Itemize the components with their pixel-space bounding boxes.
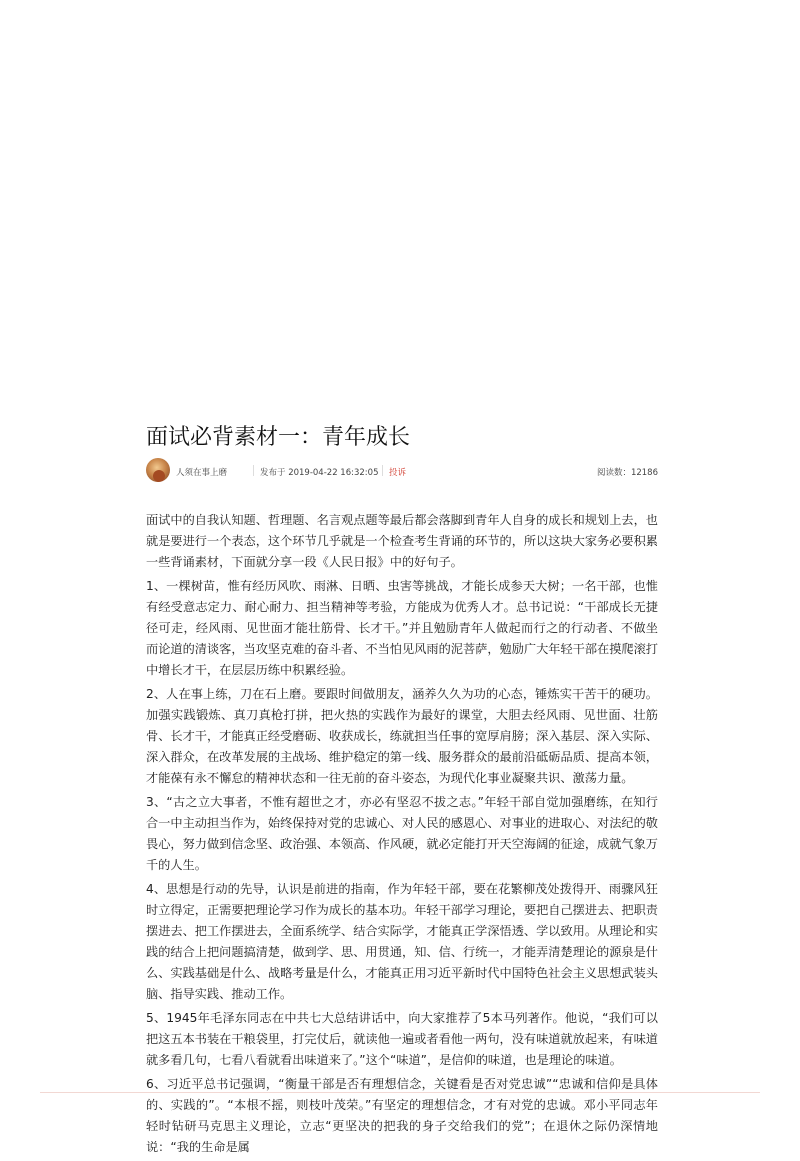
article-paragraph: 2、人在事上练，刀在石上磨。要跟时间做朋友，涵养久久为功的心态，锤炼实干苦干的硬功。加强实践锻炼、真刀真枪打拼，把火热的实践作为最好的课堂，大胆去经风雨、见世面、壮筋骨、长才干，才能真正经受磨砺、收获成长，练就担当任事的宽厚肩膀；深入基层、深入实际、深入群众，在改革发展的主战场、维护稳定的第一线、服务群众的最前沿砥砺品质、提高本领，才能葆有永不懈怠的精神状态和一往无前的奋斗姿态，为现代化事业凝聚共识、激荡力量。 <box>146 687 658 785</box>
article-paragraph: 面试中的自我认知题、哲理题、名言观点题等最后都会落脚到青年人自身的成长和规划上去，也就是要进行一个表态，这个环节几乎就是一个检查考生背诵的环节的，所以这块大家务必要积累一些背诵素材，下面就分享一段《人民日报》中的好句子。 <box>146 513 658 569</box>
article-paragraph: 1、一棵树苗，惟有经历风吹、雨淋、日晒、虫害等挑战，才能长成参天大树；一名干部，也惟有经受意志定力、耐心耐力、担当精神等考验，方能成为优秀人才。总书记说：“干部成长无捷径可走，经风雨、见世面才能壮筋骨、长才干。”并且勉励青年人做起而行之的行动者、不做坐而论道的清谈客，当攻坚克难的奋斗者、不当怕见风雨的泥菩萨，勉励广大年轻干部在摸爬滚打中增长才干，在层层历练中积累经验。 <box>146 579 658 677</box>
article-body <box>146 510 658 1158</box>
article-title: 面试必背素材一：青年成长 <box>146 425 411 450</box>
meta-divider <box>253 465 254 476</box>
article-meta <box>146 458 658 484</box>
article <box>146 421 658 1161</box>
author-avatar[interactable] <box>146 458 170 482</box>
article-paragraph: 3、“古之立大事者，不惟有超世之才，亦必有坚忍不拔之志。”年轻干部自觉加强磨练，在知行合一中主动担当作为，始终保持对党的忠诚心、对人民的感恩心、对事业的进取心、对法纪的敬畏心，努力做到信念坚、政治强、本领高、作风硬，就必定能打开天空海阔的征途，成就气象万千的人生。 <box>146 795 658 872</box>
article-paragraph: 5、1945年毛泽东同志在中共七大总结讲话中，向大家推荐了5本马列著作。他说，“我们可以把这五本书装在干粮袋里，打完仗后，就读他一遍或者看他一两句，没有味道就放起来，有味道就多看几句，七看八看就看出味道来了。”这个“味道”，是信仰的味道，也是理论的味道。 <box>146 1011 658 1067</box>
author-name[interactable]: 人须在事上磨 <box>176 468 228 478</box>
report-link[interactable]: 投诉 <box>389 468 407 478</box>
article-paragraph: 6、习近平总书记强调，“衡量干部是否有理想信念，关键看是否对党忠诚”“忠诚和信仰是具体的、实践的”。“本根不摇，则枝叶茂荣。”有坚定的理想信念，才有对党的忠诚。邓小平同志年轻时钻研马克思主义理论，立志“更坚决的把我的身子交给我们的党”；在退休之际仍深情地说：“我的生命是属 <box>146 1077 658 1154</box>
publish-time: 发布于 2019-04-22 16:32:05 <box>260 468 379 478</box>
meta-divider <box>382 465 383 476</box>
read-count: 阅读数：12186 <box>596 468 658 478</box>
page-bottom-divider <box>40 1092 760 1093</box>
article-paragraph: 4、思想是行动的先导，认识是前进的指南，作为年轻干部，要在花繁柳茂处拨得开、雨骤风狂时立得定，正需要把理论学习作为成长的基本功。年轻干部学习理论，要把自己摆进去、把职责摆进去、把工作摆进去，全面系统学、结合实际学，才能真正学深悟透、学以致用。从理论和实践的结合上把问题搞清楚，做到学、思、用贯通，知、信、行统一，才能弄清楚理论的源泉是什么、实践基础是什么、战略考量是什么，才能真正用习近平新时代中国特色社会主义思想武装头脑、指导实践、推动工作。 <box>146 882 658 1001</box>
